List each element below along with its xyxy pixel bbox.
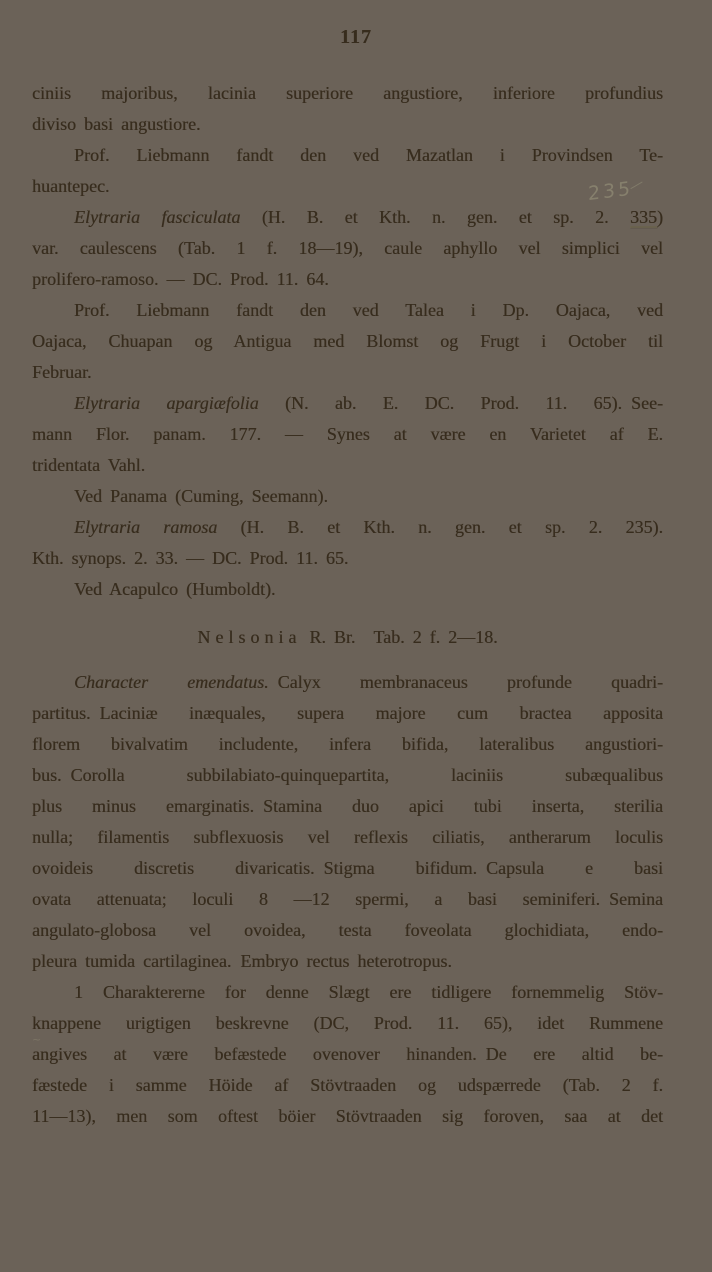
text-run: (H. B. et Kth. n. gen. et sp. 2. 235).	[217, 517, 663, 537]
text-run: nulla; filamentis subflexuosis vel reflexis ciliatis, antherarum loculis	[32, 827, 663, 847]
text-run: pleura tumida cartilaginea. Embryo rectus heterotropus.	[32, 951, 452, 971]
text-line	[32, 791, 663, 822]
text-line	[32, 1101, 663, 1132]
text-run: Prof. Liebmann fandt den ved Talea i Dp. Oajaca, ved	[74, 300, 663, 320]
text-line	[32, 419, 663, 450]
text-line	[32, 853, 663, 884]
text-line	[32, 481, 663, 512]
text-run: Februar.	[32, 362, 92, 382]
text-run: 1 Charaktererne for denne Slægt ere tidligere fornemmelig Stöv-	[74, 982, 663, 1002]
italic-text: Elytraria ramosa	[74, 517, 218, 537]
text-run: diviso basi angustiore.	[32, 114, 201, 134]
text-run: florem bivalvatim includente, infera bifida, lateralibus angustiori-	[32, 734, 663, 754]
page-number: 117	[340, 26, 372, 48]
text-run: ovoideis discretis divaricatis. Stigma bifidum. Capsula e basi	[32, 858, 663, 878]
text-run: angives at være befæstede ovenover hinanden. De ere altid be-	[32, 1044, 663, 1064]
italic-text: Elytraria fasciculata	[74, 207, 241, 227]
text-run: fæstede i samme Höide af Stövtraaden og udspærrede (Tab. 2 f.	[32, 1075, 663, 1095]
text-line	[32, 1008, 663, 1039]
text-line	[32, 667, 663, 698]
pencil-annotation: 235	[546, 172, 647, 216]
text-run: )	[657, 207, 663, 227]
text-run: mann Flor. panam. 177. — Synes at være en Varietet af E.	[32, 424, 663, 444]
margin-pencil-mark: ~	[32, 1033, 42, 1046]
text-line	[32, 977, 663, 1008]
text-run: 11—13), men som oftest böier Stövtraaden sig foroven, saa at det	[32, 1106, 663, 1126]
text-block	[32, 78, 663, 1132]
text-run: huantepec.	[32, 176, 110, 196]
text-run: (H. B. et Kth. n. gen. et sp. 2.	[240, 207, 630, 227]
text-line	[32, 729, 663, 760]
text-line	[32, 915, 663, 946]
section-heading	[32, 622, 663, 653]
text-line	[32, 1033, 663, 1070]
text-run: partitus. Laciniæ inæquales, supera majore cum bractea apposita	[32, 703, 663, 723]
text-run: var. caulescens (Tab. 1 f. 18—19), caule aphyllo vel simplici vel	[32, 238, 663, 258]
pencil-underlined-text: 335	[630, 207, 657, 227]
text-run: ovata attenuata; loculi 8 —12 spermi, a basi seminiferi. Semina	[32, 889, 663, 909]
text-run: Ved Panama (Cuming, Seemann).	[74, 486, 328, 506]
text-line	[32, 388, 663, 419]
text-line	[32, 78, 663, 109]
text-run: ciniis majoribus, lacinia superiore angustiore, inferiore profundius	[32, 83, 663, 103]
text-line	[32, 822, 663, 853]
text-line	[32, 295, 663, 326]
text-line	[32, 140, 663, 171]
text-line	[32, 326, 663, 357]
text-line	[32, 543, 663, 574]
text-run: Prof. Liebmann fandt den ved Mazatlan i Provindsen Te-	[74, 145, 663, 165]
text-run: knappene urigtigen beskrevne (DC, Prod. 11. 65), idet Rummene	[32, 1013, 663, 1033]
text-run: prolifero-ramoso. — DC. Prod. 11. 64.	[32, 269, 329, 289]
italic-text: Elytraria apargiæfolia	[74, 393, 259, 413]
italic-text: Character emendatus.	[74, 672, 269, 692]
text-run: Nelsonia	[197, 627, 302, 647]
text-line	[32, 884, 663, 915]
text-line	[32, 760, 663, 791]
text-run: Kth. synops. 2. 33. — DC. Prod. 11. 65.	[32, 548, 349, 568]
text-run: angulato-globosa vel ovoidea, testa foveolata glochidiata, endo-	[32, 920, 663, 940]
text-run: Oajaca, Chuapan og Antigua med Blomst og Frugt i October til	[32, 331, 663, 351]
text-line	[32, 574, 663, 605]
text-run: Calyx membranaceus profunde quadri-	[268, 672, 663, 692]
text-run: Ved Acapulco (Humboldt).	[74, 579, 276, 599]
text-line	[32, 109, 663, 140]
text-run: tridentata Vahl.	[32, 455, 146, 475]
text-line	[32, 946, 663, 977]
text-line	[32, 450, 663, 481]
text-run: (N. ab. E. DC. Prod. 11. 65). See-	[258, 393, 664, 413]
text-line	[32, 512, 663, 543]
text-line	[32, 264, 663, 295]
text-run: plus minus emarginatis. Stamina duo apici tubi inserta, sterilia	[32, 796, 663, 816]
text-run: bus. Corolla subbilabiato-quinquepartita, laciniis subæqualibus	[32, 765, 663, 785]
text-line	[32, 1070, 663, 1101]
text-run: R. Br. Tab. 2 f. 2—18.	[301, 627, 498, 647]
text-line	[32, 357, 663, 388]
text-line	[32, 698, 663, 729]
text-line	[32, 233, 663, 264]
